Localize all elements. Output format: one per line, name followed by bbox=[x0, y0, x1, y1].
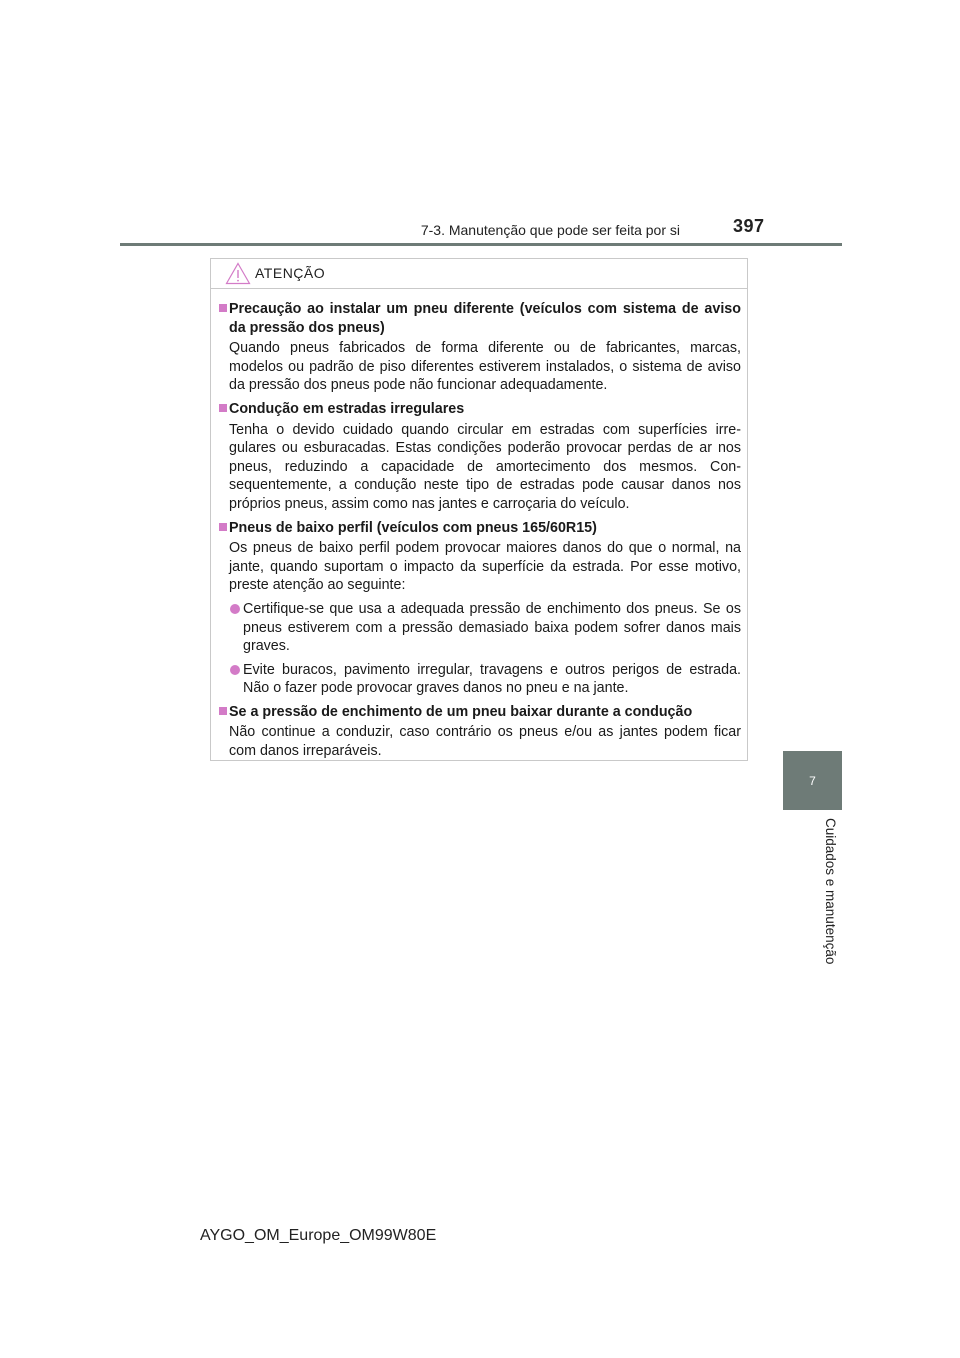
caution-title: ATENÇÃO bbox=[255, 265, 326, 281]
section-title: 7-3. Manutenção que pode ser feita por si bbox=[420, 222, 680, 238]
circle-bullet-icon bbox=[230, 665, 240, 675]
section-heading: Se a pressão de enchimento de um pneu baixar durante a condução bbox=[219, 703, 741, 722]
list-item: Certifique-se que usa a adequada pressão de enchimento dos pneus. Se os pneus estiverem com a pressão demasiado baixa podem sofrer danos mais graves. bbox=[219, 600, 741, 656]
chapter-tab bbox=[783, 751, 842, 810]
document-code: AYGO_OM_Europe_OM99W80E bbox=[200, 1227, 437, 1244]
circle-bullet-icon bbox=[230, 604, 240, 614]
caution-body bbox=[211, 289, 747, 761]
chapter-number: 7 bbox=[809, 773, 816, 788]
page-number: 397 bbox=[733, 216, 765, 236]
section-heading: Condução em estradas irregulares bbox=[219, 400, 741, 419]
caution-box bbox=[210, 258, 748, 761]
section-heading: Pneus de baixo perfil (veículos com pneus 165/60R15) bbox=[219, 519, 741, 538]
chapter-title: Cuidados e manutenção bbox=[823, 818, 838, 965]
header-divider bbox=[120, 243, 842, 246]
square-bullet-icon bbox=[219, 304, 227, 312]
square-bullet-icon bbox=[219, 404, 227, 412]
caution-header bbox=[211, 259, 747, 289]
square-bullet-icon bbox=[219, 707, 227, 715]
square-bullet-icon bbox=[219, 523, 227, 531]
section-paragraph: Não continue a conduzir, caso contrário os pneus e/ou as jantes podem ficar com danos irreparáveis. bbox=[229, 724, 741, 760]
section-heading: Precaução ao instalar um pneu diferente (veículos com sistema de aviso da pressão dos pneus) bbox=[219, 300, 741, 337]
section-paragraph: Tenha o devido cuidado quando circular em estradas com superfícies irre-gulares ou esburacadas. Estas condições poderão provocar perdas de ar nos pneus, reduzindo a capacidade de amortecimento dos mesmos. Con-sequentemente, a condução neste tipo de estradas pode causar danos nos próprios pneus, assim como nas jantes e carroçaria do veículo. bbox=[229, 421, 741, 512]
section-paragraph: Os pneus de baixo perfil podem provocar maiores danos do que o normal, na jante, quando suportam o impacto da superfície da estrada. Por esse motivo, preste atenção ao seguinte: bbox=[229, 540, 741, 594]
section-paragraph: Quando pneus fabricados de forma diferente ou de fabricantes, marcas, modelos ou padrão de piso diferentes estiverem instalados, o sistema de aviso da pressão dos pneus pode não funcionar adequadamente. bbox=[229, 340, 741, 394]
warning-triangle-icon bbox=[225, 262, 251, 285]
list-item: Evite buracos, pavimento irregular, travagens e outros perigos de estrada. Não o fazer pode provocar graves danos no pneu e na jante. bbox=[219, 661, 741, 698]
